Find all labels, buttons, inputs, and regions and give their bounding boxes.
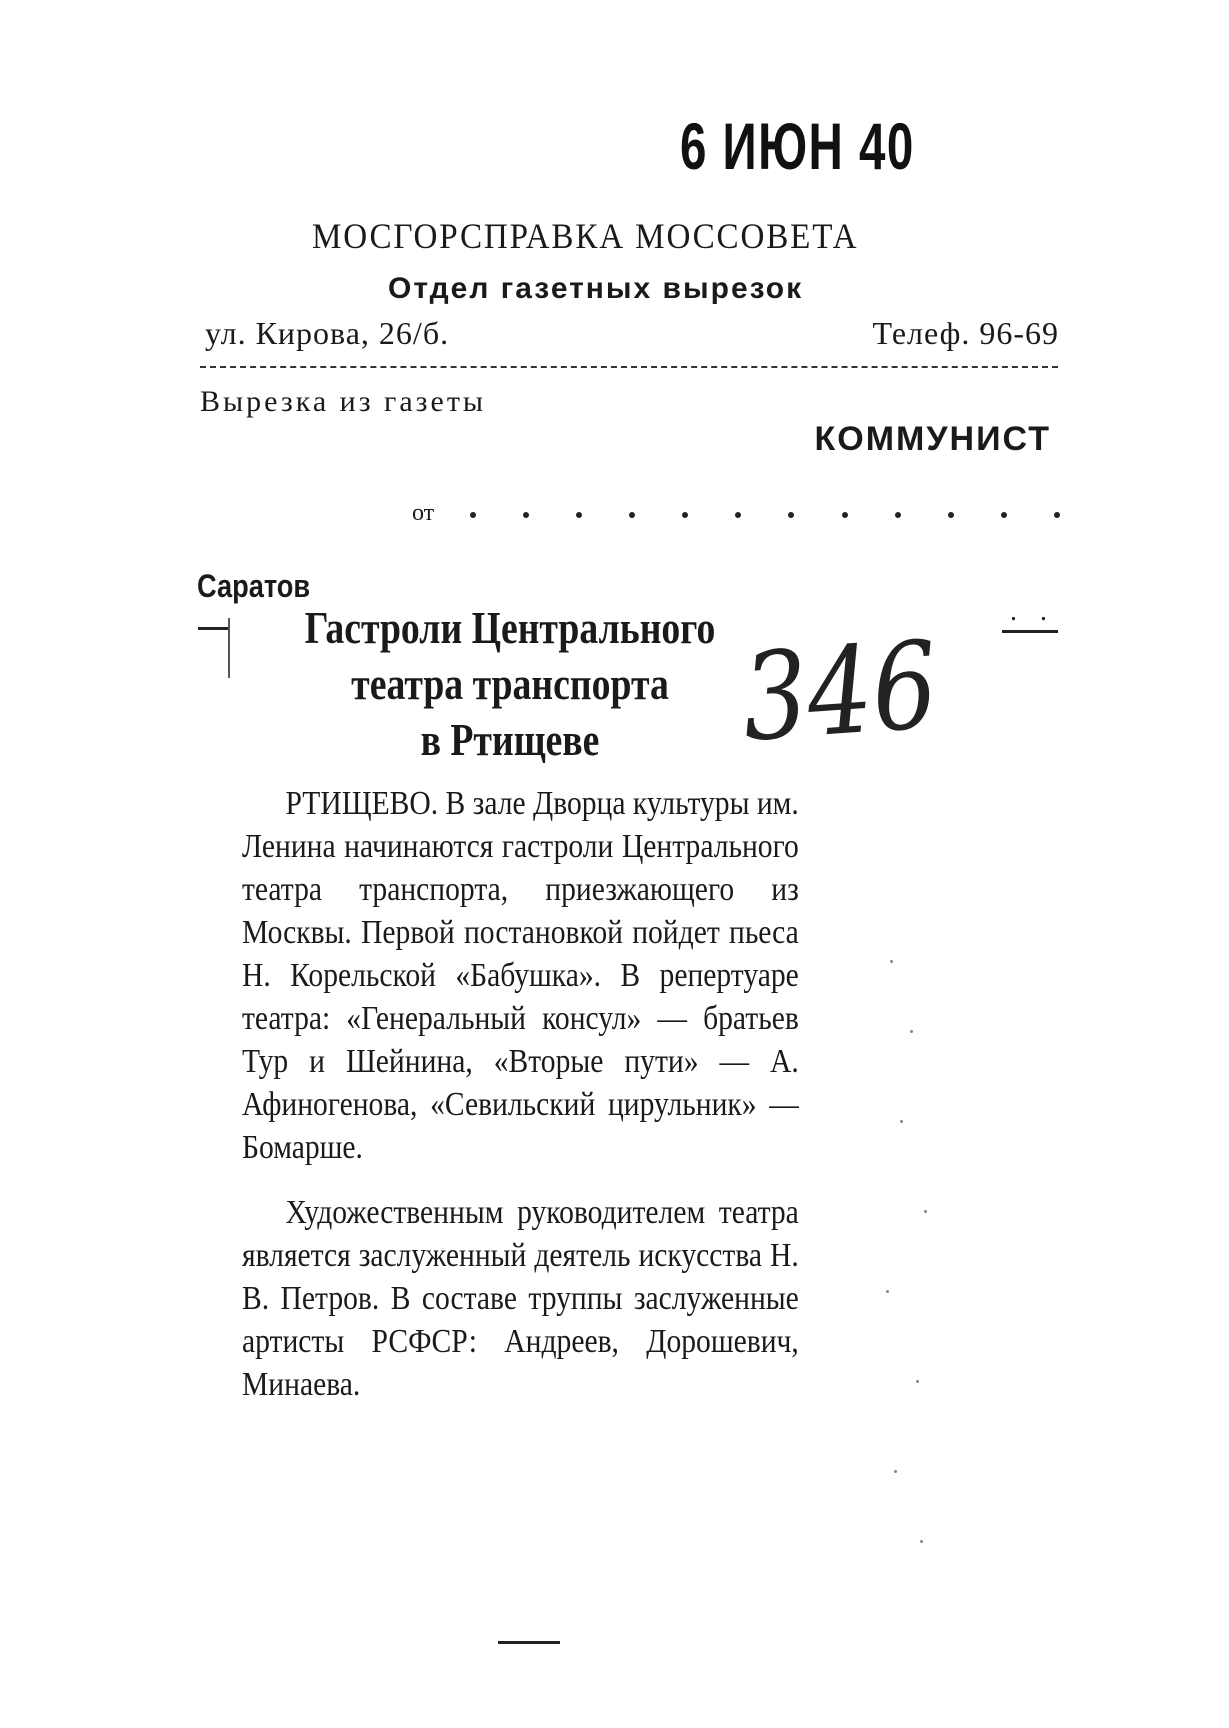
left-cut-mark-vertical xyxy=(228,618,230,678)
article-title-line: театра транспорта xyxy=(351,658,669,709)
article-paragraph: Художественным руководителем театра является заслуженный деятель искусства Н. В. Петров. В составе труппы заслуженные артисты РСФСР: Андреев, Дорошевич, Минаева. xyxy=(242,1194,799,1403)
handwritten-number: 346 xyxy=(738,616,942,769)
newspaper-name: КОММУНИСТ xyxy=(814,420,1051,458)
scan-specks xyxy=(880,960,940,1560)
right-cut-mark xyxy=(1002,630,1058,633)
article-paragraph: РТИЩЕВО. В зале Дворца культуры им. Ленина начинаются гастроли Центрального театра транспорта, приезжающего из Москвы. Первой постановкой пойдет пьеса Н. Корельской «Бабушка». В репертуаре театра: «Генеральный консул» — братьев Тур и Шейнина, «Вторые пути» — А. Афиногенова, «Севильский цирульник» — Бомарше. xyxy=(242,785,799,1166)
article-title xyxy=(272,600,748,768)
phone-number: Телеф. 96-69 xyxy=(872,315,1059,351)
date-dotted-line xyxy=(470,496,1060,526)
city-label: Саратов xyxy=(197,568,311,604)
right-cut-dots: . . xyxy=(1010,596,1055,627)
agency-name: МОСГОРСПРАВКА МОССОВЕТА xyxy=(312,216,859,256)
department-name: Отдел газетных вырезок xyxy=(388,272,804,305)
article-body xyxy=(242,782,799,1428)
header-divider xyxy=(200,366,1058,368)
article-title-line: в Ртищеве xyxy=(420,714,600,765)
date-from-label: от xyxy=(412,500,435,526)
end-rule xyxy=(498,1641,560,1644)
left-cut-mark xyxy=(198,627,228,630)
clipping-source-label: Вырезка из газеты xyxy=(200,385,487,418)
article-title-line: Гастроли Центрального xyxy=(304,602,716,653)
address: ул. Кирова, 26/б. xyxy=(205,315,450,351)
date-stamp: 6 ИЮН 40 xyxy=(680,109,915,183)
